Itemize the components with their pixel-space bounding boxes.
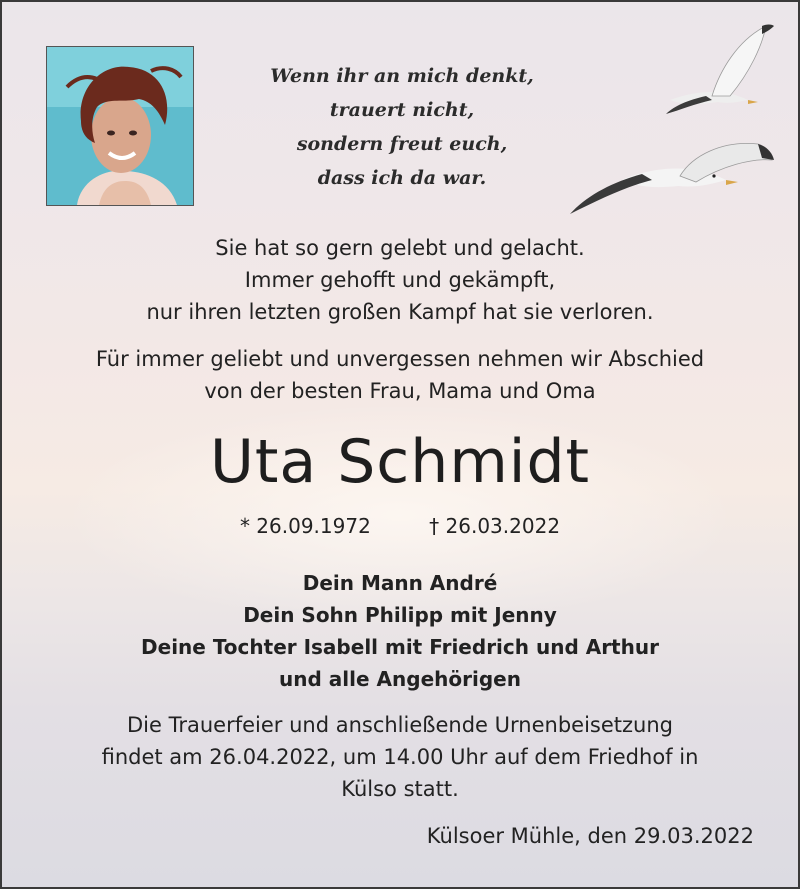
- poem-line: dass ich da war.: [317, 167, 487, 189]
- farewell-line: Für immer geliebt und unvergessen nehmen wir Abschied: [95, 347, 705, 371]
- death-date: † 26.03.2022: [429, 514, 561, 538]
- mourner-line: und alle Angehörigen: [279, 667, 521, 691]
- verse-line: Sie hat so gern gelebt und gelacht.: [215, 236, 585, 260]
- mourner-line: Dein Mann André: [302, 571, 498, 595]
- mourner-line: Deine Tochter Isabell mit Friedrich und Arthur: [141, 635, 659, 659]
- poem: [202, 59, 602, 195]
- poem-line: trauert nicht,: [329, 99, 475, 121]
- farewell-text: [2, 343, 798, 407]
- poem-line: Wenn ihr an mich denkt,: [270, 65, 534, 87]
- seagull-upper: [666, 25, 774, 115]
- deceased-name: Uta Schmidt: [209, 427, 591, 497]
- portrait-photo: [46, 46, 194, 206]
- verse-line: nur ihren letzten großen Kampf hat sie verloren.: [146, 300, 654, 324]
- service-line: findet am 26.04.2022, um 14.00 Uhr auf dem Friedhof in: [101, 745, 699, 769]
- mourner-line: Dein Sohn Philipp mit Jenny: [243, 603, 557, 627]
- verse-line: Immer gehofft und gekämpft,: [244, 268, 556, 292]
- seagull-lower: [570, 143, 774, 214]
- seagulls-illustration: [562, 20, 777, 220]
- mourners: [2, 567, 798, 695]
- place-and-date: Külsoer Mühle, den 29.03.2022: [426, 824, 754, 848]
- verse: [2, 232, 798, 328]
- life-dates: [2, 511, 798, 541]
- service-line: Die Trauerfeier und anschließende Urnenbeisetzung: [127, 713, 673, 737]
- service-line: Külso statt.: [341, 777, 459, 801]
- birth-date: * 26.09.1972: [239, 514, 371, 538]
- poem-line: sondern freut euch,: [296, 133, 508, 155]
- farewell-line: von der besten Frau, Mama und Oma: [204, 379, 596, 403]
- service-info: [2, 709, 798, 805]
